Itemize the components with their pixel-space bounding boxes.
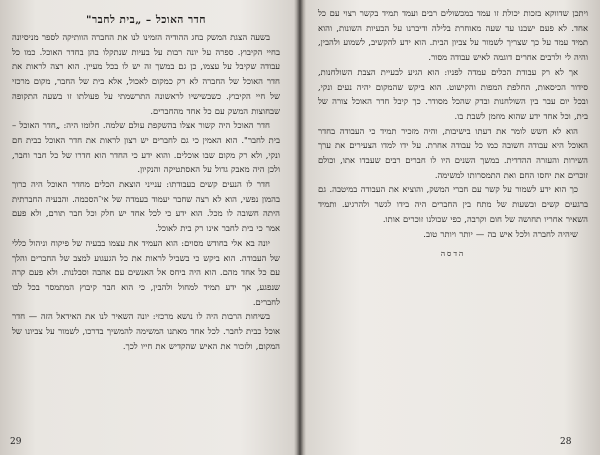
chapter-heading: חדר האוכל – „בית לחבר" <box>86 14 206 26</box>
right-paragraph: כך הוא ידע לשמור על קשר עם חברי המשק, והוציא את העבודה במיטבה. גם ברגעים קשים ובשעות של מתח בין החברים היה בידו לגשר ולהרגיע. ותמיד השאיר אחריו תחושה של חום וקרבה, כפי שכולנו זוכרים אותו. <box>318 184 588 224</box>
right-paragraph: הוא לא חשש לומר את דעתו בישיבות, והיה מזכיר תמיד כי העבודה בחדר האוכל היא עבודה חשובה כמו כל עבודה אחרת. על ידו למדו הצעירים את ערך השירות והעזרה ההדדית. במשך השנים היו לו חברים רבים שעבדו אתו, וכולם זוכרים את יחסו החם ואת התמסרותו למשימה. <box>318 125 588 180</box>
left-paragraph: חדר האוכל היה קשור אצלו בהשקפת עולם שלמה. חלומו היה: „חדר האוכל – בית לחבר". הוא האמין כי גם לחברים יש רצון לראות את חדר האוכל כבית חם ונקי, ולא רק מקום שבו אוכלים. והוא ידע כי החדר הוא חדרו של כל חבר וחבר, ולכן היה מאבק גדול על האסתטיקה והנקיון. <box>12 120 280 175</box>
left-paragraph: חדר לו הנעים קשים בעבודתו: ענייני הוצאת הכלים מחדר האוכל היה כרוך בהמון נפשי, הוא לא רצה שחבר יעמוד בעמדה של אי־הסכמה. והבעיה החברתית היתה חשובה לו מכל. הוא ידע כי לכל אחד יש חלק וכל חבר תורם, ולא פעם אמר כי בית לחבר אינו רק בית לאוכל. <box>12 179 280 234</box>
left-paragraph: בשעה הצגת המשק בחג ההודיה הזמינו לנו את החברה הוותיקה לספר מניסיונה בחיי הקיבוץ. ספרה על יונה רבות על בעיות שנתקלו בהן בחדר האוכל. כמו כל עבודה שקיבל על עצמו, כן גם במשך זה יש לו בכל מעיין. הוא רצה לראות את חדר האוכל של החברה לא רק כמקום לאכול, אלא בית של החבר, מקום מרכזי של חיי הקיבוץ. כשבשישיו לראשונה התרשמתי על פעולתו זו בשעה התקופה שבחוצות המשק עם כל אחד מהחברים. <box>12 32 280 116</box>
right-paragraph: ויתכן שדווקא בזכות יכולת זו עמד במכשולים רבים ועמד תמיד בקשר רצוי עם כל אחד. לא פעם ישבנו עד שעה מאוחרת בלילה ודיברנו על הבעיות השונות, והוא תמיד עמד על כך שצריך לשמור על צביון הבית. הוא ידע להקשיב, לשמוע ולהבין, והיה לי ולרבים אחרים דוגמה לאיש עבודה מסור. <box>318 8 588 63</box>
left-paragraph: יונה בא אלי בחודש מסוים: הוא העמיד את עצמו בבעיה של פיקוח וניהול כללי של העבודה. הוא ביקש כי בשביל לראות את כל הגעגוע למצב של החברים והלך עם כל אחד מהם. הוא היה ביחס אל האנשים עם אהבה וסבלנות. ולא פעם קרה שנפגע, אך ידע תמיד למחול ולהבין, כי הוא חבר קיבוץ המתמסר בכל לבו לחברים. <box>12 237 280 307</box>
left-page <box>0 0 296 455</box>
left-paragraph: בשיחות הרבות היה לו נושא מרכזי: יונה השאיר לנו את האידאל הזה — חדר אוכל כבית לחבר. לכל אחד מאתנו המשימה להמשיך בדרכו, לשמור על צביונו של המקום, ולזכור את האיש שהקדיש את חייו לכך. <box>12 311 280 351</box>
right-paragraph: אך לא רק עבודת הכלים עמדה לפניו: הוא הגיע לבעיית הצבת השולחנות, סידור הכיסאות, החלפת המפות והקישוט. הוא ביקש שהמקום יהיה נעים ונקי, ובכל יום עבר בין השולחנות ובדק שהכל מסודר. כך קיבל חדר האוכל צורה של בית, וכל אחד ידע שהוא מוזמן לשבת בו. <box>318 66 588 121</box>
book-spine <box>296 0 304 455</box>
author-signature: הדסה <box>440 249 466 259</box>
page-number: 28 <box>560 437 572 447</box>
closing-line: שיהיה לחברה ולכל איש בה — יותר ויותר טוב. <box>423 228 578 239</box>
page-number: 29 <box>10 437 22 447</box>
right-page <box>304 0 600 455</box>
